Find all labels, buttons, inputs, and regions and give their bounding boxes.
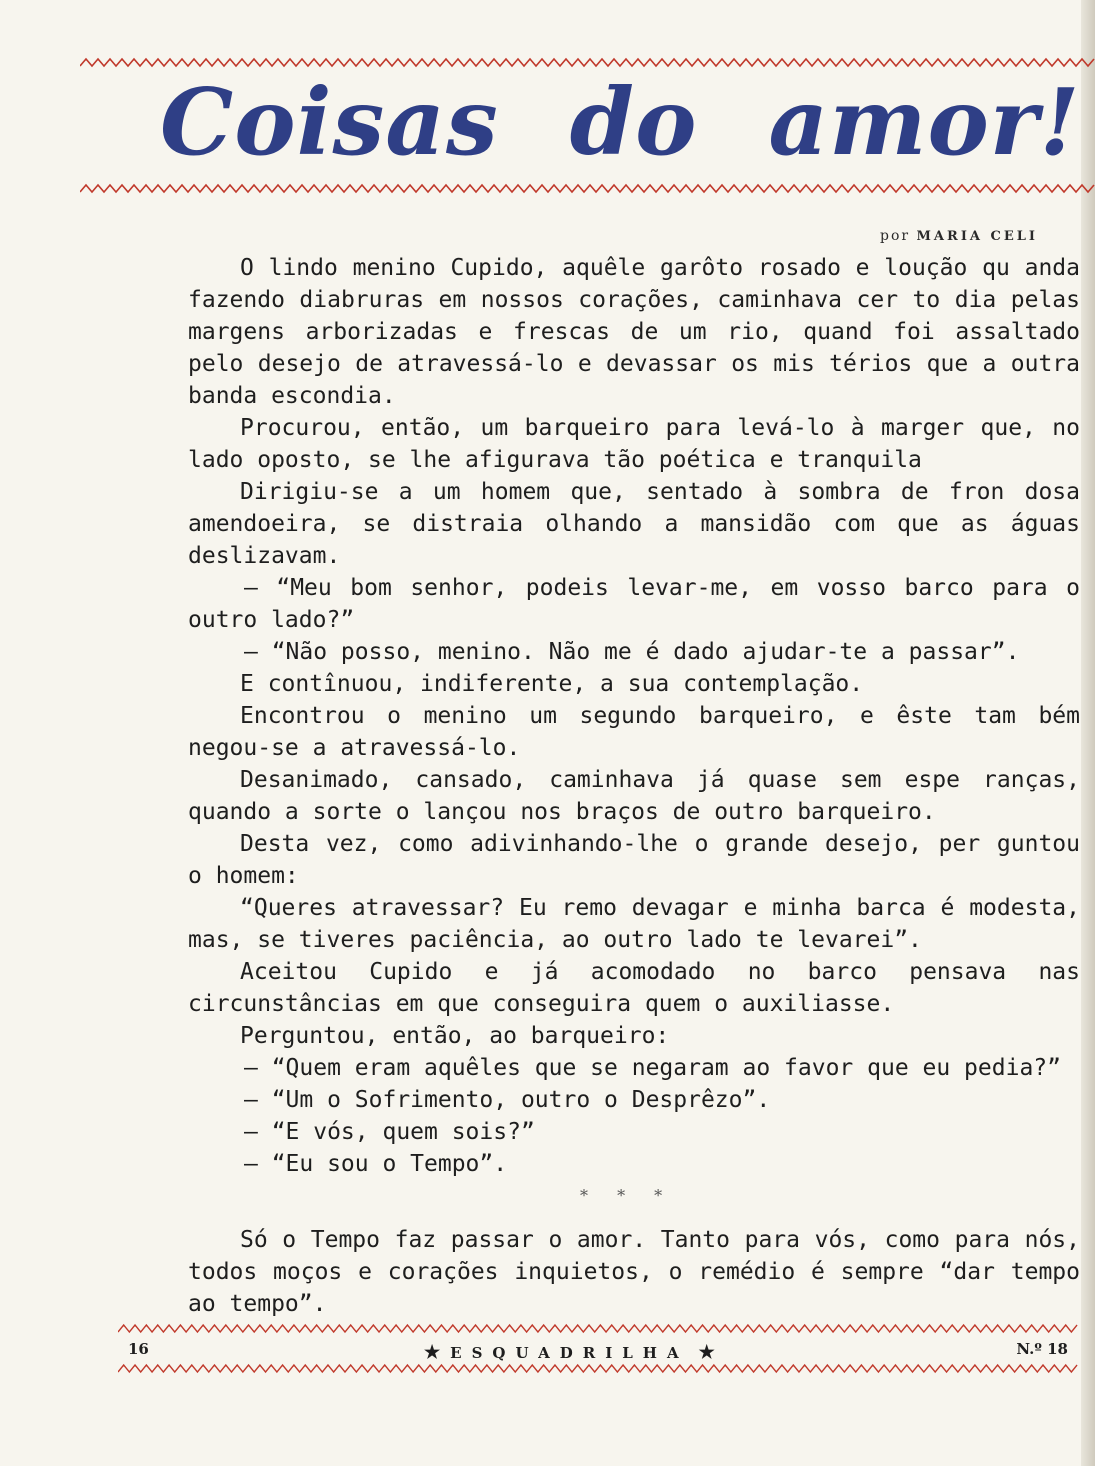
page-edge-shadow: [1081, 0, 1095, 1466]
magazine-name: [414, 1342, 725, 1363]
closing-paragraph: Só o Tempo faz passar o amor. Tanto para vós, como para nós, todos moços e corações inquietos, o remédio é sempre “dar tempo ao tempo”.: [188, 1227, 1080, 1317]
page-number: 16: [128, 1340, 149, 1358]
issue-number: N.º 18: [1016, 1340, 1068, 1358]
byline-prefix: por: [880, 228, 911, 244]
article-paragraph: Encontrou o menino um segundo barqueiro, e êste tam bém negou-se a atravessá-lo.: [188, 703, 1080, 761]
byline: [0, 228, 1038, 244]
footer-bottom-wavy-rule: [118, 1362, 1078, 1376]
article-paragraph: Desta vez, como adivinhando-lhe o grande desejo, per guntou o homem:: [188, 831, 1080, 889]
title-bottom-wavy-rule: [80, 182, 1095, 196]
article-body: [188, 252, 1080, 1320]
dialogue-line: — “Eu sou o Tempo”.: [244, 1151, 508, 1177]
dialogue-line: — “Meu bom senhor, podeis levar-me, em vosso barco para o outro lado?”: [188, 575, 1080, 633]
article-paragraph: Desanimado, cansado, caminhava já quase sem espe ranças, quando a sorte o lançou nos braços de outro barqueiro.: [188, 767, 1080, 825]
star-icon: ★: [698, 1342, 715, 1363]
dialogue-line: — “Quem eram aquêles que se negaram ao favor que eu pedia?”: [244, 1055, 1061, 1081]
article-paragraph: Aceitou Cupido e já acomodado no barco pensava nas circunstâncias em que conseguira quem o auxiliasse.: [188, 959, 1080, 1017]
article-paragraph: Procurou, então, um barqueiro para levá-lo à marger que, no lado oposto, se lhe afigurava tão poética e tranquila: [188, 415, 1080, 473]
page-title: Coisas do amor!: [160, 68, 1081, 176]
footer-top-wavy-rule: [118, 1322, 1078, 1336]
dialogue-line: — “Um o Sofrimento, outro o Desprêzo”.: [244, 1087, 771, 1113]
article-paragraph: E contînuou, indiferente, a sua contemplação.: [240, 671, 864, 697]
article-paragraph: Perguntou, então, ao barqueiro:: [240, 1023, 670, 1049]
dialogue-line: “Queres atravessar? Eu remo devagar e minha barca é modesta, mas, se tiveres paciência, ao outro lado te levarei”.: [188, 895, 1080, 953]
author-name: MARIA CELI: [916, 229, 1038, 244]
section-separator: * * *: [580, 1186, 675, 1205]
article-paragraph: O lindo menino Cupido, aquêle garôto rosado e loução qu anda fazendo diabruras em nossos corações, caminhava cer to dia pelas margens arborizadas e frescas de um rio, quand foi assaltado pelo desejo de atravessá-lo e devassar os mis térios que a outra banda escondia.: [188, 255, 1080, 409]
star-icon: ★: [424, 1342, 441, 1363]
article-paragraph: Dirigiu-se a um homem que, sentado à sombra de fron dosa amendoeira, se distraia olhando a mansidão com que as águas deslizavam.: [188, 479, 1080, 569]
magazine-title: ESQUADRILHA: [450, 1344, 689, 1362]
dialogue-line: — “E vós, quem sois?”: [244, 1119, 535, 1145]
dialogue-line: — “Não posso, menino. Não me é dado ajudar-te a passar”.: [244, 639, 1020, 665]
